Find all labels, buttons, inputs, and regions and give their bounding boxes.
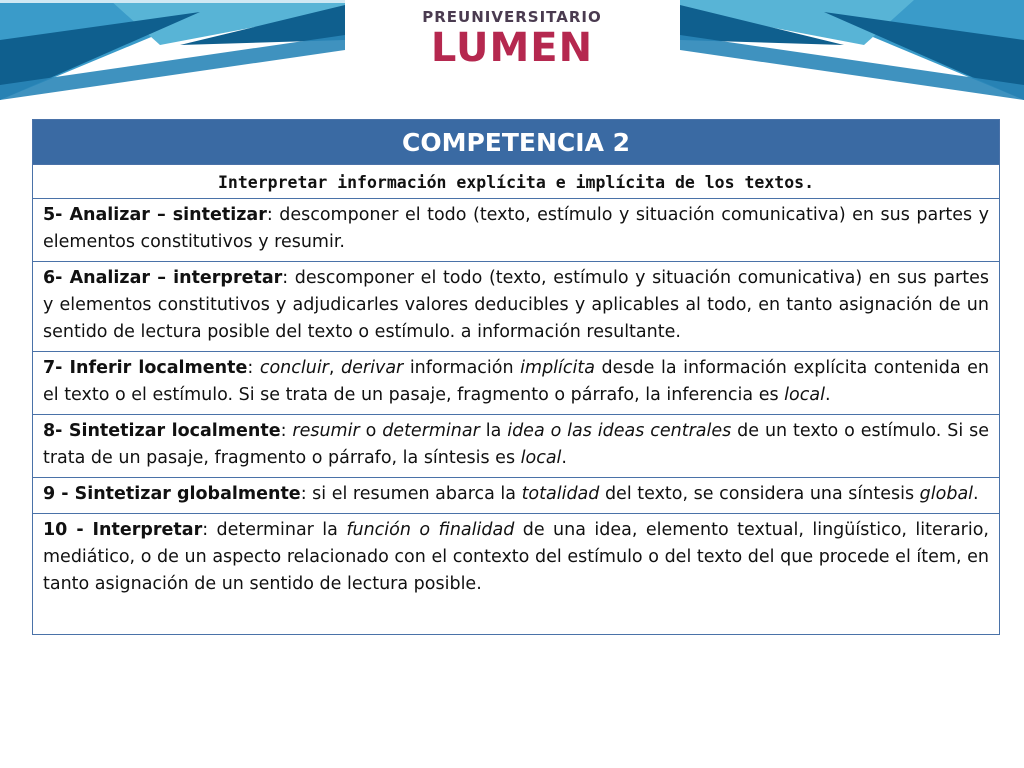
row-emphasis: local bbox=[784, 385, 825, 405]
row-text: . bbox=[561, 448, 567, 468]
table-subtitle: Interpretar información explícita e implícita de los textos. bbox=[33, 165, 1000, 199]
row-text: la bbox=[479, 421, 508, 441]
row-text: desde la información explícita contenida en el texto o el estímulo. Si se trata de un pasaje, fragmento o párrafo, la inferencia es bbox=[43, 358, 989, 405]
table-row bbox=[33, 514, 1000, 635]
row-text: , bbox=[328, 358, 342, 378]
row-text: de una idea, elemento textual, lingüístico, literario, mediático, o de un aspecto relacionado con el contexto del estímulo o del texto del que procede el ítem, en tanto asignación de un sentido de lectura posible. bbox=[43, 520, 989, 594]
row-term: 7- Inferir localmente bbox=[43, 358, 248, 378]
competencia-table bbox=[32, 119, 1000, 635]
row-emphasis: concluir bbox=[259, 358, 329, 378]
table-title: COMPETENCIA 2 bbox=[33, 120, 1000, 165]
row-text: : determinar la bbox=[202, 520, 347, 540]
row-text: o bbox=[359, 421, 383, 441]
row-text: : descomponer el todo (texto, estímulo y situación comunicativa) en sus partes y elementos constitutivos y resumir. bbox=[43, 205, 989, 252]
row-emphasis: local bbox=[520, 448, 562, 468]
row-emphasis: determinar bbox=[382, 421, 480, 441]
row-emphasis: totalidad bbox=[521, 484, 600, 504]
table-row bbox=[33, 478, 1000, 514]
row-term: 10 - Interpretar bbox=[43, 520, 203, 540]
brand-logo bbox=[0, 8, 1024, 70]
row-text: . bbox=[824, 385, 831, 405]
row-text: información bbox=[403, 358, 521, 378]
table-row bbox=[33, 415, 1000, 478]
row-text: : bbox=[247, 358, 260, 378]
row-emphasis: implícita bbox=[520, 358, 595, 378]
row-text: : bbox=[280, 421, 293, 441]
table-row bbox=[33, 262, 1000, 352]
logo-title: LUMEN bbox=[430, 25, 594, 71]
row-emphasis: resumir bbox=[292, 421, 360, 441]
row-emphasis: función o finalidad bbox=[346, 520, 515, 540]
row-term: 8- Sintetizar localmente bbox=[43, 421, 281, 441]
row-emphasis: global bbox=[919, 484, 974, 504]
row-emphasis: idea o las ideas centrales bbox=[507, 421, 732, 441]
row-text: de un texto o estímulo. Si se trata de un pasaje, fragmento o párrafo, la síntesis es bbox=[43, 421, 989, 468]
table-row bbox=[33, 199, 1000, 262]
row-text: : si el resumen abarca la bbox=[300, 484, 522, 504]
row-text: : descomponer el todo (texto, estímulo y situación comunicativa) en sus partes y elementos constitutivos y adjudicarles valores deducibles y aplicables al todo, en tanto asignación de un sentido de lectura posible del texto o estímulo. a información resultante. bbox=[43, 268, 989, 342]
table-row bbox=[33, 352, 1000, 415]
row-emphasis: derivar bbox=[341, 358, 404, 378]
row-term: 9 - Sintetizar globalmente bbox=[43, 484, 301, 504]
row-term: 6- Analizar – interpretar bbox=[43, 268, 283, 288]
logo-subtitle: PREUNIVERSITARIO bbox=[422, 8, 602, 26]
row-term: 5- Analizar – sintetizar bbox=[43, 205, 267, 225]
row-text: . bbox=[973, 484, 979, 504]
row-text: del texto, se considera una síntesis bbox=[599, 484, 920, 504]
